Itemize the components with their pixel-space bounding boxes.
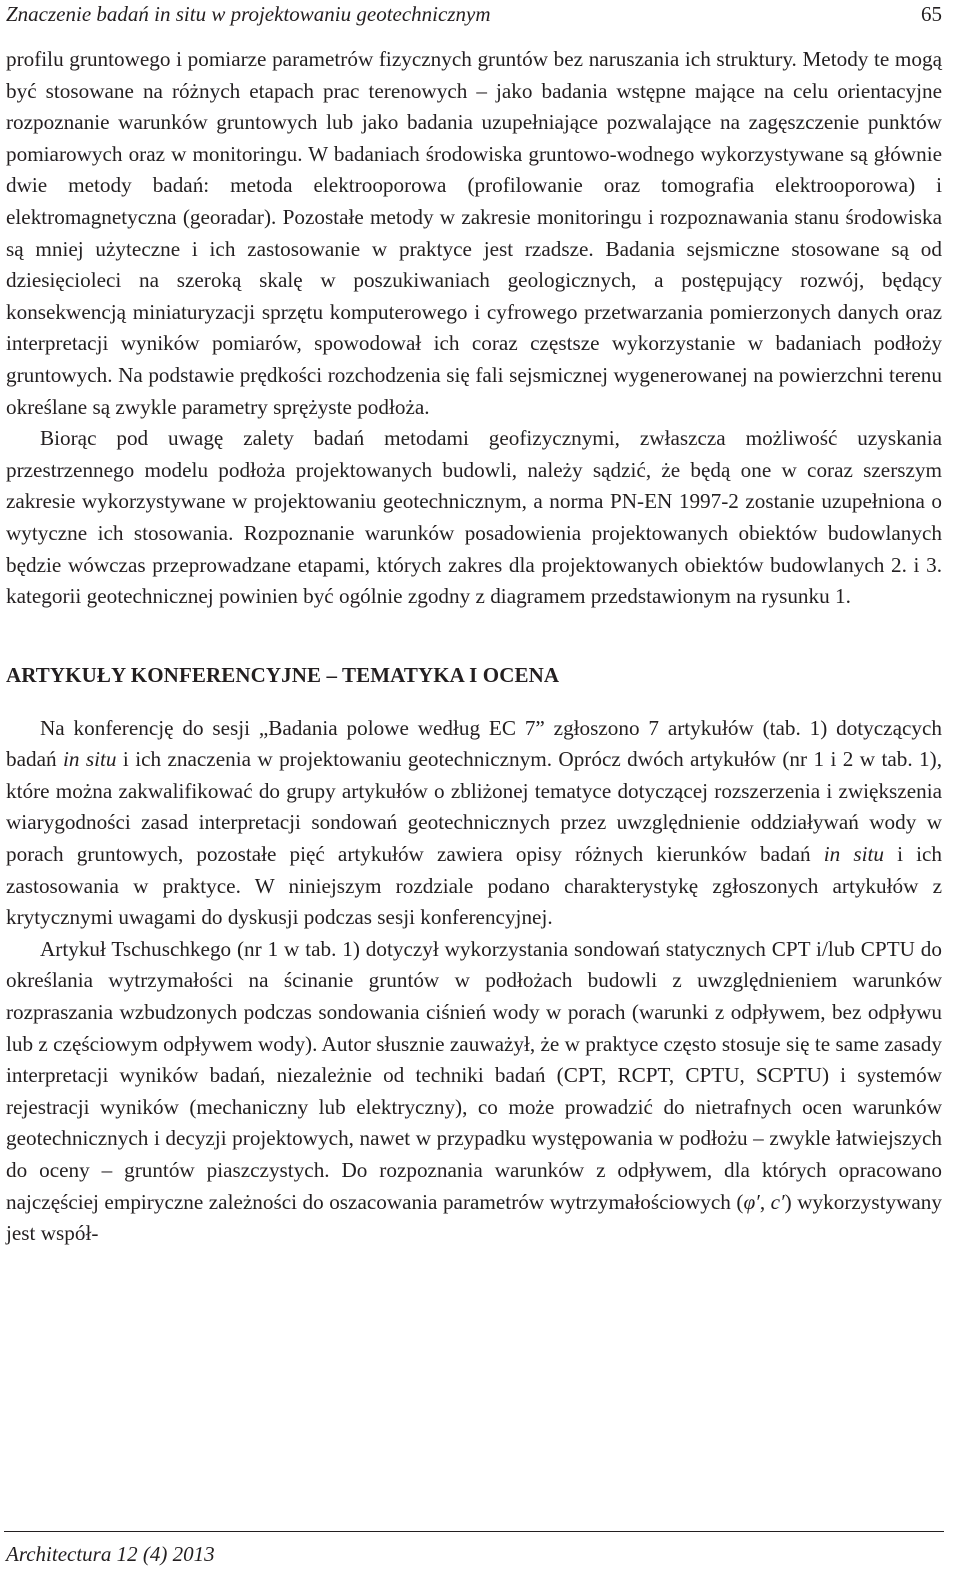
body-paragraph: profilu gruntowego i pomiarze parametrów fizycznych gruntów bez naruszania ich struktury. Metody te mogą być stosowane na różnych etapach prac terenowych – jako badania wstępne mające na celu orientacyjne rozpoznanie warunków gruntowych lub jako badania uzupełniające pozwalające na zagęszczenie punktów pomiarowych oraz w monitoringu. W badaniach środowiska gruntowo-wodnego wykorzystywane są głównie dwie metody badań: metoda elektrooporowa (profilowanie oraz tomografia elektrooporowa) i elektromagnetyczna (georadar). Pozostałe metody w zakresie monitoringu i rozpoznawania stanu środowiska są mniej użyteczne i ich zastosowanie w praktyce jest rzadsze. Badania sejsmiczne stosowane są od dziesięcioleci na szeroką skalę w poszukiwaniach geologicznych, a postępujący rozwój, będący konsekwencją miniaturyzacji sprzętu komputerowego i cyfrowego przetwarzania pomierzonych danych oraz interpretacji wyników pomiarów, spowodował ich coraz częstsze wykorzystanie w badaniach podłoży gruntowych. Na podstawie prędkości rozchodzenia się fali sejsmicznej wygenerowanej na powierzchni terenu określane są zwykle parametry sprężyste podłoża. xyxy=(6,47,942,419)
article-body xyxy=(6,44,942,1250)
running-title: Znaczenie badań in situ w projektowaniu geotechnicznym xyxy=(6,2,491,26)
spacer xyxy=(6,613,942,661)
text-run: i ich znaczenia w projektowaniu geotechnicznym. Oprócz dwóch artykułów (nr 1 i 2 w tab. 1), które można zakwalifikować do grupy artykułów o zbliżonej tematyce dotyczącej rozszerzenia i zwiększenia wiarygodności zasad interpretacji sondowań geotechnicznych przez uwzględnienie oddziaływań wody w porach gruntowych, pozostałe pięć artykułów zawiera opisy różnych kierunków badań xyxy=(6,747,943,867)
section-heading: ARTYKUŁY KONFERENCYJNE – TEMATYKA I OCENA xyxy=(6,662,560,687)
text-run: i ich zastosowania w praktyce. W niniejszym rozdziale podano charakterystykę zgłoszonych artykułów z krytycznymi uwagami do dyskusji podczas sesji konferencyjnej. xyxy=(6,842,943,930)
footer-divider xyxy=(4,1531,944,1532)
body-paragraph: Biorąc pod uwagę zalety badań metodami geofizycznymi, zwłaszcza możliwość uzyskania przestrzennego modelu podłoża projektowanych budowli, należy sądzić, że będą one w coraz szerszym zakresie wykorzystywane w projektowaniu geotechnicznym, a norma PN-EN 1997-2 zostanie uzupełniona o wytyczne ich stosowania. Rozpoznanie warunków posadowienia projektowanych obiektów budowlanych będzie wówczas przeprowadzane etapami, których zakres dla projektowanych obiektów budowlanych 2. i 3. kategorii geotechnicznej powinien być ogólnie zgodny z diagramem przedstawionym na rysunku 1. xyxy=(6,426,942,609)
italic-term: in situ xyxy=(823,842,884,867)
body-paragraph xyxy=(6,934,942,1250)
text-run: , xyxy=(759,1189,771,1214)
math-symbol-c: c′ xyxy=(770,1189,785,1214)
italic-term: in situ xyxy=(63,747,117,772)
math-symbol-phi: φ′ xyxy=(743,1189,760,1214)
body-paragraph xyxy=(6,713,942,934)
page-number: 65 xyxy=(921,2,942,26)
text-run: ) wykorzystywany jest współ- xyxy=(6,1189,942,1246)
text-run: Na konferencję do sesji „Badania polowe według EC 7” zgłoszono 7 artykułów (tab. 1) dotyczących badań xyxy=(6,715,942,772)
journal-footer: Architectura 12 (4) 2013 xyxy=(6,1542,215,1566)
running-header xyxy=(6,0,942,34)
text-run: Artykuł Tschuschkego (nr 1 w tab. 1) dotyczył wykorzystania sondowań statycznych CPT i/lub CPTU do określania wytrzymałości na ścinanie gruntów w podłożach budowli z uwzględnieniem warunków rozpraszania wzbudzonych podczas sondowania ciśnień wody w porach (warunki z odpływem, bez odpływu lub z częściowym odpływem wody). Autor słusznie zauważył, że w praktyce często stosuje się te same zasady interpretacji wyników badań, niezależnie od techniki badań (CPT, RCPT, CPTU, SCPTU) i systemów rejestracji wyników (mechaniczny lub elektryczny), co może prowadzić do nietrafnych ocen warunków geotechnicznych i decyzji projektowych, nawet w przypadku występowania w podłożu – zwykle łatwiejszych do oceny – gruntów piaszczystych. Do rozpoznania warunków z odpływem, dla których opracowano najczęściej empiryczne zależności do oszacowania parametrów wytrzymałościowych ( xyxy=(6,936,942,1214)
spacer xyxy=(6,689,942,713)
